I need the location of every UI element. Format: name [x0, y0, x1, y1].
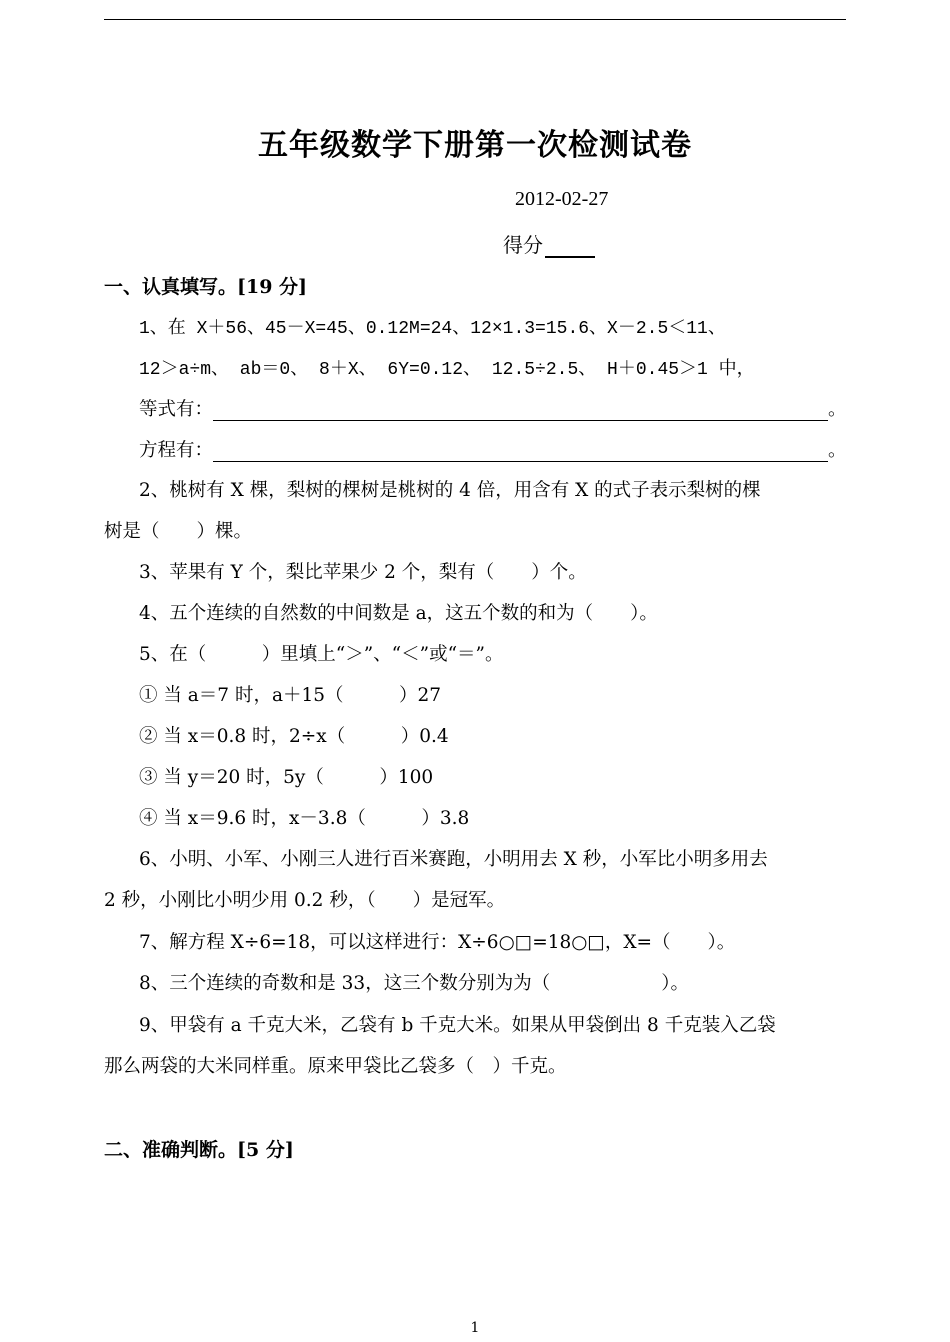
q8-text: 8、三个连续的奇数和是 33，这三个数分别为为（ ）。	[139, 973, 689, 994]
q5-item-1: ① 当 a＝7 时，a＋15（ ）27	[139, 685, 442, 706]
exam-date: 2012-02-27	[515, 188, 609, 210]
q1-formula-label: 方程有：	[139, 440, 214, 461]
q7-text: 7、解方程 X÷6=18，可以这样进行：X÷6○□=18○□，X=（ ）。	[139, 932, 736, 953]
q2-line1: 2、桃树有 X 棵，梨树的棵树是桃树的 4 倍，用含有 X 的式子表示梨树的棵	[139, 480, 761, 501]
q1-equation-label: 等式有：	[139, 399, 214, 420]
q1-formula-blank[interactable]	[213, 443, 828, 462]
q1-line2: 12＞a÷m、 ab＝0、 8＋X、 6Y=0.12、 12.5÷2.5、 H＋0.45＞1 中，	[139, 360, 755, 380]
q1-equation-end: 。	[828, 399, 847, 420]
q2-line2: 树是（ ）棵。	[104, 521, 253, 542]
q5-item-4: ④ 当 x＝9.6 时，x－3.8（ ）3.8	[139, 808, 470, 829]
q1-line1: 1、在 X＋56、45－X=45、0.12M=24、12×1.3=15.6、X－2.5＜11、	[139, 319, 726, 339]
page-title: 五年级数学下册第一次检测试卷	[258, 128, 692, 163]
q5-item-3: ③ 当 y＝20 时，5y（ ）100	[139, 767, 434, 788]
section1-heading: 一、认真填写。[19 分]	[104, 276, 308, 298]
q5-text: 5、在（ ）里填上“＞”、“＜”或“＝”。	[139, 644, 504, 665]
q1-formula-end: 。	[828, 440, 847, 461]
header-rule	[104, 19, 846, 20]
q6-line1: 6、小明、小军、小刚三人进行百米赛跑，小明用去 X 秒，小军比小明多用去	[139, 849, 768, 870]
q1-equation-row	[139, 395, 847, 421]
q9-line2: 那么两袋的大米同样重。原来甲袋比乙袋多（ ）千克。	[104, 1056, 567, 1077]
score-label: 得分	[503, 233, 543, 257]
q1-equation-blank[interactable]	[213, 402, 828, 421]
q1-formula-row	[139, 436, 847, 462]
section2-heading: 二、准确判断。[5 分]	[104, 1139, 294, 1161]
score-blank[interactable]	[545, 236, 595, 258]
page-number: 1	[470, 1320, 480, 1336]
score-field	[503, 229, 595, 258]
q4-text: 4、五个连续的自然数的中间数是 a，这五个数的和为（ ）。	[139, 603, 658, 624]
q5-item-2: ② 当 x＝0.8 时，2÷x（ ）0.4	[139, 726, 449, 747]
q3-text: 3、苹果有 Y 个，梨比苹果少 2 个，梨有（ ）个。	[139, 562, 587, 583]
q9-line1: 9、甲袋有 a 千克大米，乙袋有 b 千克大米。如果从甲袋倒出 8 千克装入乙袋	[139, 1015, 776, 1036]
q6-line2: 2 秒，小刚比小明少用 0.2 秒，（ ）是冠军。	[104, 890, 506, 911]
